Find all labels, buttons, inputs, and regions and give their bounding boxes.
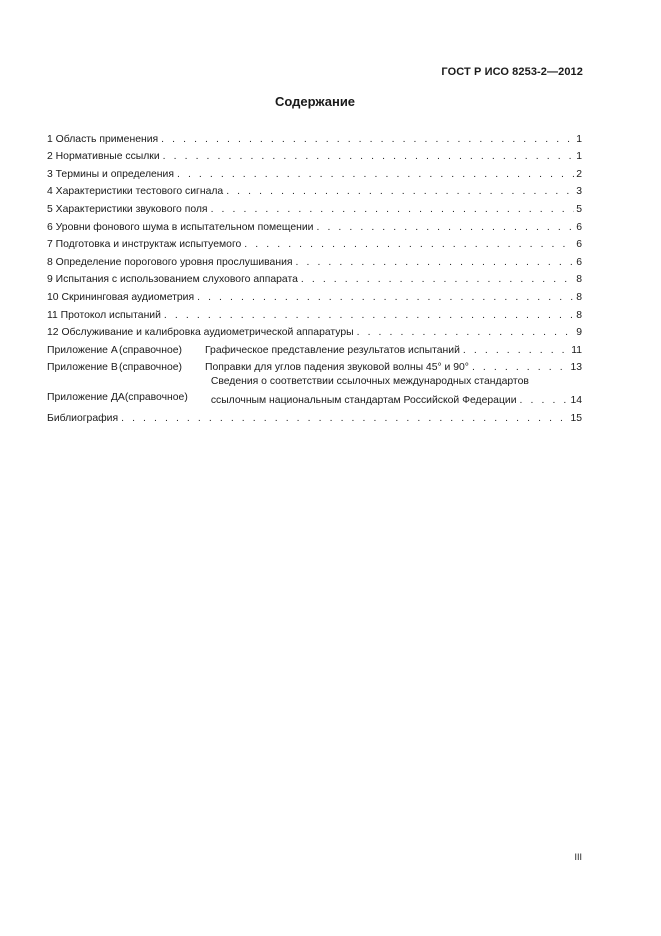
- toc-entry-2[interactable]: [47, 145, 582, 163]
- toc-entry-label: 11 Протокол испытаний: [47, 309, 161, 321]
- toc-leader: [520, 395, 569, 406]
- toc-leader: [161, 134, 574, 145]
- toc-leader: [121, 413, 568, 424]
- document-code: ГОСТ Р ИСО 8253-2—2012: [441, 66, 583, 78]
- toc-page-number: 11: [571, 344, 582, 356]
- appendix-title-line-1: Сведения о соответствии ссылочных международных стандартов: [210, 376, 529, 388]
- appendix-kind: (справочное): [119, 362, 182, 374]
- toc-entry-label: 7 Подготовка и инструктаж испытуемого: [47, 239, 242, 251]
- toc-page-number: 6: [576, 239, 582, 251]
- toc-leader: [316, 222, 574, 233]
- table-of-contents: [47, 127, 582, 424]
- toc-entry-12[interactable]: [47, 321, 582, 339]
- toc-entry-8[interactable]: [47, 250, 582, 268]
- toc-leader: [211, 204, 575, 215]
- toc-entry-1[interactable]: [47, 127, 582, 145]
- toc-bibliography[interactable]: [47, 406, 582, 424]
- toc-page-number: 1: [576, 133, 582, 145]
- toc-page-number: 6: [576, 221, 582, 233]
- toc-page-number: 3: [576, 186, 582, 198]
- toc-page-number: 8: [576, 274, 582, 286]
- toc-page-number: 13: [570, 362, 582, 374]
- toc-entry-4[interactable]: [47, 180, 582, 198]
- toc-entry-label: 4 Характеристики тестового сигнала: [47, 186, 224, 198]
- toc-page-number: 15: [570, 412, 582, 424]
- toc-page-number: 6: [576, 256, 582, 268]
- toc-title: Содержание: [274, 94, 356, 109]
- toc-entry-label: 12 Обслуживание и калибровка аудиометрической аппаратуры: [47, 327, 354, 339]
- toc-leader: [163, 151, 575, 162]
- page-folio: III: [574, 852, 582, 862]
- appendix-prefix: Приложение А: [47, 344, 118, 356]
- toc-entry-label: 3 Термины и определения: [47, 168, 174, 180]
- appendix-title: Графическое представление результатов испытаний: [205, 344, 460, 356]
- toc-entry-label: 9 Испытания с использованием слухового аппарата: [47, 274, 298, 286]
- toc-leader: [197, 292, 574, 303]
- toc-page-number: 5: [576, 203, 582, 215]
- appendix-title-line-2: ссылочным национальным стандартам Российской Федерации: [210, 395, 517, 407]
- toc-leader: [463, 345, 569, 356]
- toc-appendix-b[interactable]: [47, 356, 582, 374]
- appendix-kind: (справочное): [119, 344, 182, 356]
- toc-entry-label: 10 Скрининговая аудиометрия: [47, 291, 195, 303]
- appendix-title: Поправки для углов падения звуковой волны 45° и 90°: [205, 362, 469, 374]
- toc-leader: [357, 327, 575, 338]
- toc-leader: [296, 257, 575, 268]
- toc-page-number: 9: [576, 327, 582, 339]
- toc-appendix-da[interactable]: [47, 373, 582, 406]
- toc-page-number: 14: [570, 395, 582, 407]
- toc-entry-6[interactable]: [47, 215, 582, 233]
- toc-page-number: 8: [576, 309, 582, 321]
- toc-page-number: 8: [576, 291, 582, 303]
- toc-page-number: 2: [576, 168, 582, 180]
- toc-leader: [164, 310, 574, 321]
- toc-entry-7[interactable]: [47, 233, 582, 251]
- toc-leader: [226, 186, 574, 197]
- toc-entry-label: 6 Уровни фонового шума в испытательном помещении: [47, 221, 314, 233]
- toc-entry-label: 2 Нормативные ссылки: [47, 151, 160, 163]
- toc-entry-label: 1 Область применения: [47, 133, 159, 145]
- appendix-prefix: Приложение В: [47, 362, 118, 374]
- toc-entry-label: Библиография: [47, 412, 119, 424]
- toc-entry-11[interactable]: [47, 303, 582, 321]
- toc-page-number: 1: [576, 151, 582, 163]
- appendix-prefix: Приложение ДА: [47, 392, 125, 404]
- toc-entry-label: 8 Определение порогового уровня прослушивания: [47, 256, 293, 268]
- appendix-kind: (справочное): [124, 392, 188, 404]
- toc-leader: [472, 362, 569, 373]
- toc-entry-label: 5 Характеристики звукового поля: [47, 203, 208, 215]
- toc-appendix-a[interactable]: [47, 338, 582, 356]
- toc-entry-9[interactable]: [47, 268, 582, 286]
- toc-entry-10[interactable]: [47, 285, 582, 303]
- toc-entry-5[interactable]: [47, 197, 582, 215]
- toc-leader: [301, 274, 574, 285]
- toc-leader: [177, 169, 574, 180]
- toc-entry-3[interactable]: [47, 162, 582, 180]
- toc-leader: [244, 239, 574, 250]
